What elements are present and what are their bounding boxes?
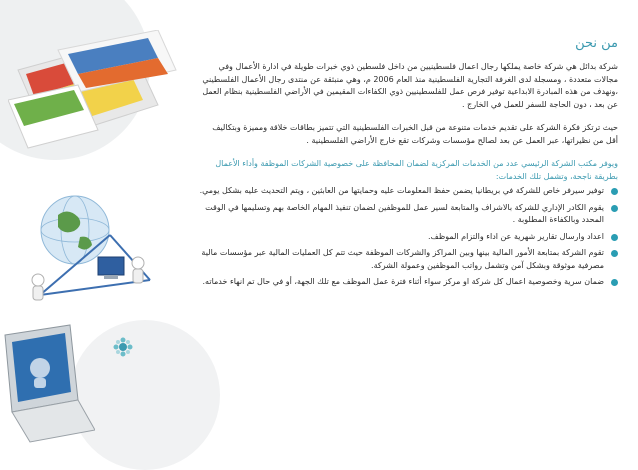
intro-paragraph: شركة بدائل هي شركة خاصة يملكها رجال اعمال فلسطينيين من داخل فلسطين ذوي خبرات طويلة في ادارة الأعمال وفي مجالات متعددة ، ومسجلة لدى الغرفة التجارية الفلسطينية منذ العام 2006 م، وهي منبثقة عن منتدى رجال الأعمال الفلسطيني ،ونهدف من هذه المبادرة الابداعية توفير فرص عمل للفلسطينيين ذوي الكفاءات المقيمين في الأراضي الفلسطينية بنظام العمل عن بعد ، دون الحاجة للسفر للعمل في الخارج . [202,62,618,109]
bullet-icon [611,279,618,286]
service-item [198,276,618,289]
brochures-image [8,30,178,150]
decorative-left-panel [0,0,180,451]
bullet-icon [611,234,618,241]
section-title: من نحن [575,36,618,51]
idea-paragraph: حيث ترتكز فكرة الشركة على تقديم خدمات متنوعة من قبل الخبرات الفلسطينية التي تتميز بطاقات خلاقة ومميزة وبتكاليف أقل من نظيراتها، عبر العمل عن بعد لصالح مؤسسات وشركات تقع خارج الأراضي الفلسطينية . [212,123,618,145]
service-text: يقوم الكادر الإداري للشركة بالاشراف والمتابعة لسير عمل للموظفين لضمان تنفيذ المهام الخاصة بهم وتسليمها في الوقت المحدد وبالكفاءة المطلوبة . [205,202,604,224]
services-intro: ويوفر مكتب الشركة الرئيسي عدد من الخدمات المركزية لضمان المحافظة على خصوصية الشركات الموظفة وأداء الأعمال بطريقة ناجحة، وتشمل تلك الخدمات: [215,159,618,181]
bullet-icon [611,250,618,257]
bullet-icon [611,205,618,212]
company-logo [112,336,134,358]
service-text: تقوم الشركة بمتابعة الأمور المالية بينها وبين المراكز والشركات الموظفة حيث تتم كل العمليات المالية عبر مؤسسات مالية مصرفية موثوقة وبشكل آمن وتشمل رواتب الموظفين وعمولة الشركة. [201,248,604,270]
service-item [198,185,618,198]
service-text: توفير سيرفر خاص للشركة في بريطانيا يضمن حفظ المعلومات عليه وحمايتها من العابثين ، ويتم التحديث عليه بشكل يومي. [199,186,604,195]
bullet-icon [611,188,618,195]
service-item [198,247,618,272]
service-item [198,231,618,244]
service-item [198,202,618,227]
service-text: ضمان سرية وخصوصية اعمال كل شركة او مركز سواء أثناء فترة عمل الموظف مع تلك الجهة، أو في حال تم انهاء خدماته. [202,277,604,286]
laptop-image [0,320,95,445]
about-us-section [198,36,618,293]
globe-network-image [20,185,160,315]
services-list [198,185,618,289]
service-text: اعداد وارسال تقارير شهرية عن اداء والتزام الموظف. [428,231,604,241]
